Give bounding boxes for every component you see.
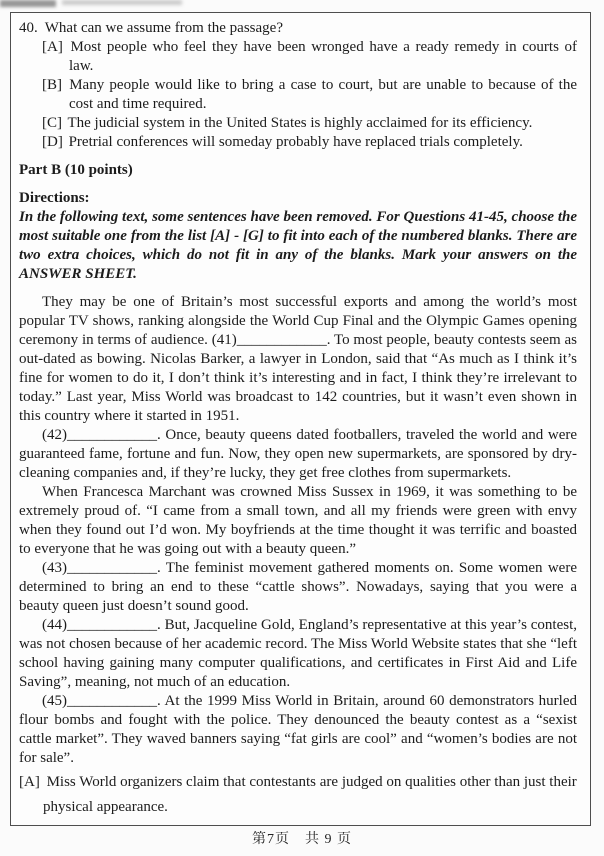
passage [19, 293, 577, 768]
question-40 [19, 19, 577, 152]
passage-paragraph-3: When Francesca Marchant was crowned Miss Sussex in 1969, it was something to be extremely proud of. “I came from a small town, and all my friends were green with envy when they found out I’d won. My boyfriends at the time thought it was terrific and boasted to everyone that he was going out with a beauty queen.” [19, 484, 577, 557]
answer-choice-a [19, 773, 577, 817]
passage-paragraph-1: They may be one of Britain’s most successful exports and among the world’s most popular TV shows, ranking alongside the World Cup Final and the Olympic Games opening ceremony in terms of audience. (41)____________. To most people, beauty contests seem as out-dated as bowing. Nicolas Barker, a lawyer in London, said that “As much as I think it’s fine for women to do it, I don’t think it’s interesting and in fact, I think they’re irrelevant to today.” Last year, Miss World was broadcast to 142 countries, but it wasn’t even shown in this country where it started in 1951. [19, 294, 577, 424]
part-b-heading: Part B (10 points) [19, 162, 133, 178]
option-a-text: Most people who feel they have been wronged have a ready remedy in courts of law. [69, 39, 577, 74]
question-40-option-a [19, 38, 577, 76]
passage-paragraph-2: (42)____________. Once, beauty queens dated footballers, traveled the world and were guaranteed fame, fortune and fun. Now, they open new supermarkets, are sponsored by dry-cleaning companies and, if they’re lucky, they get free clothes from supermarkets. [19, 427, 577, 481]
option-b-text: Many people would like to bring a case to court, but are unable to because of the cost and time required. [69, 77, 577, 112]
question-stem-text: What can we assume from the passage? [44, 20, 283, 36]
option-c-text: The judicial system in the United States is highly acclaimed for its efficiency. [67, 115, 533, 131]
answer-choice-a-text: Miss World organizers claim that contestants are judged on qualities other than just their [46, 774, 577, 790]
scan-artifact-light [62, 0, 182, 5]
directions-label: Directions: [19, 190, 90, 206]
exam-page-frame [10, 12, 591, 826]
passage-paragraph-6: (45)____________. At the 1999 Miss World in Britain, around 60 demonstrators hurled flour bombs and fought with the police. They denounced the beauty contest as a “sexist cattle market”. They waved banners saying “fat girls are cool” and “women’s bodies are not for sale”. [19, 693, 577, 766]
question-40-stem [19, 19, 577, 38]
question-40-option-d [19, 133, 577, 152]
question-40-option-c [19, 114, 577, 133]
question-40-option-b [19, 76, 577, 114]
passage-paragraph-5: (44)____________. But, Jacqueline Gold, England’s representative at this year’s contest, was not chosen because of her academic record. The Miss World Website states that she “left school having gaining many computer qualifications, and certificates in First Aid and Life Saving”, meaning, not much of an education. [19, 617, 577, 690]
question-number: 40. [19, 20, 38, 36]
passage-paragraph-4: (43)____________. The feminist movement gathered moments on. Some women were determined to bring an end to these “cattle shows”. Nowadays, saying that you were a beauty queen just doesn’t sound good. [19, 560, 577, 614]
answer-choice-a-line1 [19, 773, 577, 792]
option-c-label: [C] [42, 115, 62, 131]
scan-artifact-dark [0, 0, 56, 7]
answer-choice-a-line2: physical appearance. [43, 799, 168, 815]
directions-text: In the following text, some sentences have been removed. For Questions 41-45, choose the most suitable one from the list [A] - [G] to fit into each of the numbered blanks. There are two extra choices, which do not fit in any of the blanks. Mark your answers on the ANSWER SHEET. [19, 209, 577, 282]
page-footer: 第7页 共 9 页 [252, 832, 352, 847]
option-d-text: Pretrial conferences will someday probably have replaced trials completely. [68, 134, 523, 150]
option-a-label: [A] [42, 39, 63, 55]
option-d-label: [D] [42, 134, 63, 150]
option-b-label: [B] [42, 77, 62, 93]
answer-choice-a-label: [A] [19, 774, 40, 790]
